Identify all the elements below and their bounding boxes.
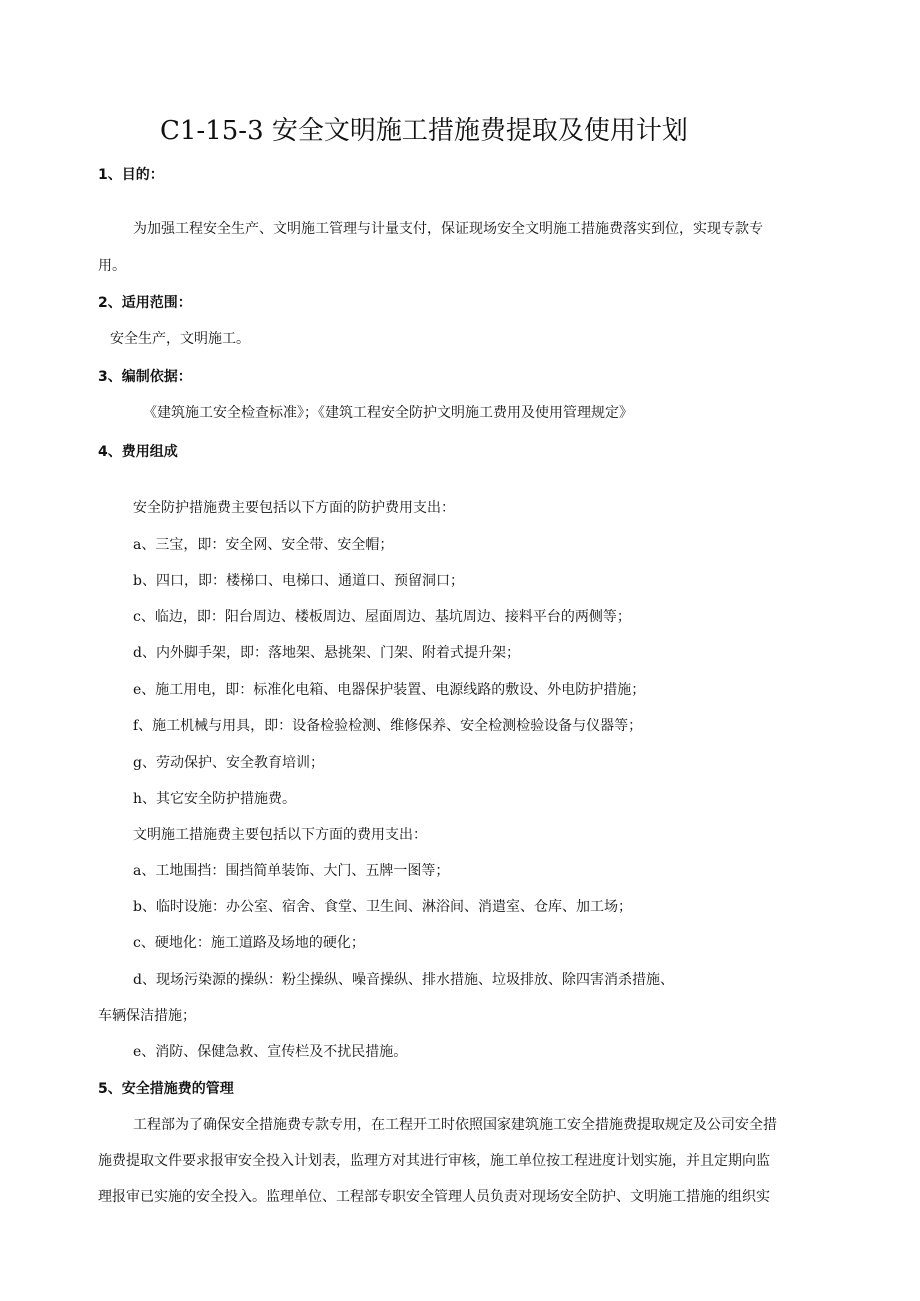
safety-item: f、施工机械与用具，即：设备检验检测、维修保养、安全检测检验设备与仪器等； [133,718,643,734]
civil-item-d-continued: 车辆保洁措施； [98,1008,196,1024]
section-2-text: 安全生产，文明施工。 [110,331,250,347]
safety-item: e、施工用电，即：标准化电箱、电器保护装置、电源线路的敷设、外电防护措施； [133,682,646,698]
section-1-text-line2: 用。 [98,258,126,274]
safety-item: b、四口，即：楼梯口、电梯口、通道口、预留洞口； [133,573,464,589]
safety-item: g、劳动保护、安全教育培训； [133,755,324,771]
section-5-heading: 5、安全措施费的管理 [98,1081,234,1097]
safety-intro: 安全防护措施费主要包括以下方面的防护费用支出： [133,500,455,516]
civil-item: e、消防、保健急救、宣传栏及不扰民措施。 [133,1044,408,1060]
section-3-text: 《建筑施工安全检查标准》；《建筑工程安全防护文明施工费用及使用管理规定》 [143,405,633,421]
section-1-text-line1: 为加强工程安全生产、文明施工管理与计量支付，保证现场安全文明施工措施费落实到位，实现专款专 [133,221,763,237]
safety-item: d、内外脚手架，即：落地架、悬挑架、门架、附着式提升架； [133,645,520,661]
civil-item: a、工地围挡：围挡简单装饰、大门、五牌一图等； [133,863,450,879]
civil-item: b、临时设施：办公室、宿舍、食堂、卫生间、淋浴间、消遣室、仓库、加工场； [133,899,632,915]
civil-intro: 文明施工措施费主要包括以下方面的费用支出： [133,827,427,843]
safety-item: a、三宝，即：安全网、安全带、安全帽； [133,537,394,553]
safety-item: c、临边，即：阳台周边、楼板周边、屋面周边、基坑周边、接料平台的两侧等； [133,609,631,625]
section-3-heading: 3、编制依据： [98,369,192,385]
section-2-heading: 2、适用范围： [98,295,192,311]
section-5-text-line1: 工程部为了确保安全措施费专款专用，在工程开工时依照国家建筑施工安全措施费提取规定及公司安全措 [133,1117,777,1133]
civil-item: d、现场污染源的操纵：粉尘操纵、噪音操纵、排水措施、垃圾排放、除四害消杀措施、 [133,972,674,988]
section-1-heading: 1、目的： [98,167,164,183]
section-5-text-line2: 施费提取文件要求报审安全投入计划表，监理方对其进行审核，施工单位按工程进度计划实施，并且定期向监 [98,1153,770,1169]
section-5-text-line3: 理报审已实施的安全投入。监理单位、工程部专职安全管理人员负责对现场安全防护、文明施工措施的组织实 [98,1189,770,1205]
civil-item: c、硬地化：施工道路及场地的硬化； [133,935,365,951]
safety-item: h、其它安全防护措施费。 [133,791,297,807]
document-title: C1-15-3 安全文明施工措施费提取及使用计划 [160,116,688,146]
section-4-heading: 4、费用组成 [98,444,178,460]
